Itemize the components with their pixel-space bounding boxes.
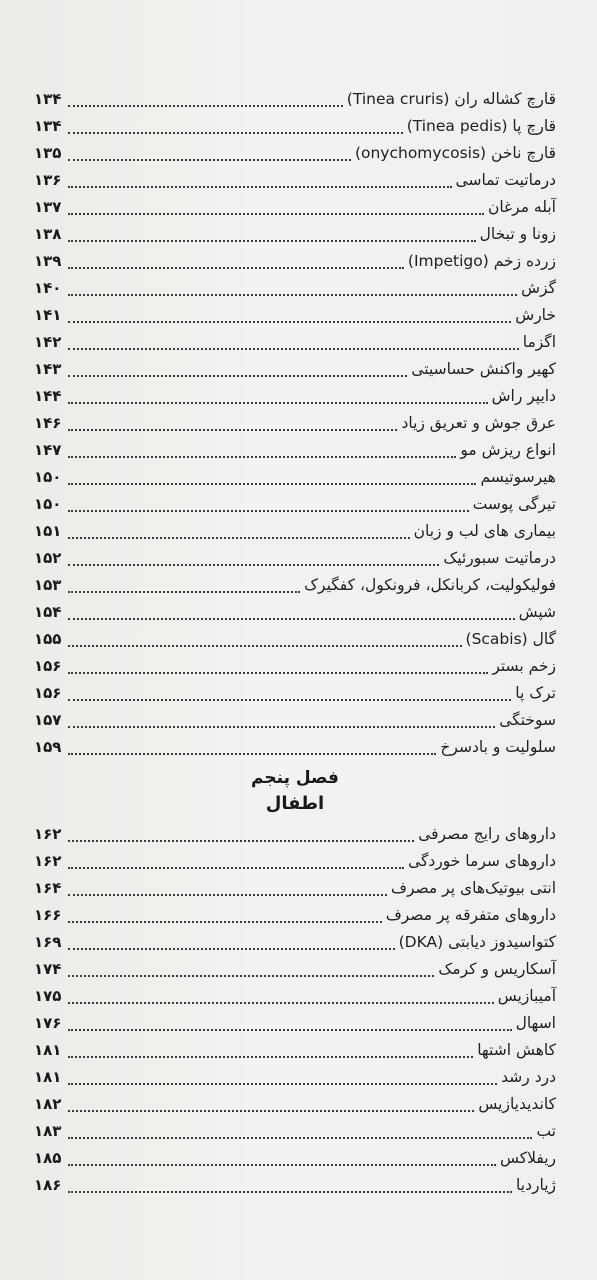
toc-entry-title: آسکاریس و کرمک bbox=[438, 960, 556, 978]
toc-entry bbox=[34, 902, 556, 929]
toc-entry-page: ۱۵۲ bbox=[34, 549, 62, 567]
toc-entry-page: ۱۵۴ bbox=[34, 603, 62, 621]
toc-entry-title: بیماری های لب و زبان bbox=[413, 522, 556, 540]
dot-leader bbox=[68, 1137, 532, 1139]
dot-leader bbox=[68, 429, 397, 431]
toc-entry bbox=[34, 1037, 556, 1064]
toc-entry-page: ۱۴۷ bbox=[34, 441, 62, 459]
toc-entry bbox=[34, 1145, 556, 1172]
toc-entry bbox=[34, 86, 556, 113]
toc-entry-page: ۱۳۴ bbox=[34, 117, 62, 135]
toc-entry bbox=[34, 329, 556, 356]
toc-entry bbox=[34, 599, 556, 626]
toc-entry-page: ۱۷۴ bbox=[34, 960, 62, 978]
toc-entry bbox=[34, 983, 556, 1010]
toc-entry-title: زخم بستر bbox=[492, 657, 556, 675]
toc-entry-page: ۱۴۰ bbox=[34, 279, 62, 297]
dot-leader bbox=[68, 1056, 473, 1058]
toc-entry bbox=[34, 956, 556, 983]
dot-leader bbox=[68, 699, 511, 701]
dot-leader bbox=[68, 894, 387, 896]
toc-entry-page: ۱۴۲ bbox=[34, 333, 62, 351]
dot-leader bbox=[68, 1002, 494, 1004]
toc-entry-page: ۱۳۹ bbox=[34, 252, 62, 270]
toc-entry-title: قارچ ناخن (onychomycosis) bbox=[354, 144, 556, 162]
toc-entry bbox=[34, 1172, 556, 1199]
dot-leader bbox=[68, 921, 382, 923]
dot-leader bbox=[68, 672, 488, 674]
toc-entry bbox=[34, 1064, 556, 1091]
toc-entry bbox=[34, 821, 556, 848]
toc-entry bbox=[34, 194, 556, 221]
dot-leader bbox=[68, 240, 476, 242]
toc-entry-title: شپش bbox=[518, 603, 556, 621]
dot-leader bbox=[68, 105, 343, 107]
toc-entry bbox=[34, 545, 556, 572]
dot-leader bbox=[68, 510, 469, 512]
toc-entry-page: ۱۵۰ bbox=[34, 495, 62, 513]
toc-entry-title: هیرسوتیسم bbox=[480, 468, 556, 486]
dot-leader bbox=[68, 645, 462, 647]
toc-entry-title: درماتیت تماسی bbox=[455, 171, 556, 189]
toc-entry bbox=[34, 167, 556, 194]
dot-leader bbox=[68, 321, 511, 323]
toc-entry bbox=[34, 653, 556, 680]
toc-entry-title: انتی بیوتیک‌های پر مصرف bbox=[390, 879, 556, 897]
dot-leader bbox=[68, 975, 434, 977]
toc-entry-page: ۱۵۷ bbox=[34, 711, 62, 729]
toc-entry-page: ۱۴۱ bbox=[34, 306, 62, 324]
toc-entry-title: فولیکولیت، کربانکل، فرونکول، کفگیرک bbox=[304, 576, 556, 594]
toc-entry-page: ۱۵۳ bbox=[34, 576, 62, 594]
dot-leader bbox=[68, 564, 439, 566]
toc-entry bbox=[34, 707, 556, 734]
toc-entry-title: اسهال bbox=[515, 1014, 556, 1032]
toc-entry-page: ۱۳۷ bbox=[34, 198, 62, 216]
toc-entry bbox=[34, 356, 556, 383]
dot-leader bbox=[68, 375, 407, 377]
dot-leader bbox=[68, 186, 452, 188]
dot-leader bbox=[68, 348, 519, 350]
toc-entry-page: ۱۶۹ bbox=[34, 933, 62, 951]
chapter-label: فصل پنجم bbox=[251, 768, 339, 788]
toc-entry-page: ۱۸۲ bbox=[34, 1095, 62, 1113]
toc-entry-title: قارچ پا (Tinea pedis) bbox=[406, 117, 556, 135]
dot-leader bbox=[68, 456, 456, 458]
toc-entry bbox=[34, 383, 556, 410]
toc-entry-page: ۱۳۸ bbox=[34, 225, 62, 243]
dot-leader bbox=[68, 867, 404, 869]
toc-entry-page: ۱۳۵ bbox=[34, 144, 62, 162]
toc-entry-title: خارش bbox=[515, 306, 556, 324]
toc-entry-title: آبله مرغان bbox=[487, 198, 556, 216]
toc-entry bbox=[34, 1010, 556, 1037]
toc-entry-page: ۱۸۱ bbox=[34, 1068, 62, 1086]
toc-entry-page: ۱۷۵ bbox=[34, 987, 62, 1005]
toc-entry-page: ۱۸۱ bbox=[34, 1041, 62, 1059]
toc-entry bbox=[34, 1118, 556, 1145]
toc-entry-title: ریفلاکس bbox=[499, 1149, 556, 1167]
dot-leader bbox=[68, 840, 414, 842]
toc-entry bbox=[34, 248, 556, 275]
toc-entry bbox=[34, 275, 556, 302]
toc-entry-page: ۱۵۹ bbox=[34, 738, 62, 756]
toc-entry-title: آمیبازیس bbox=[497, 987, 556, 1005]
toc-entry-page: ۱۵۶ bbox=[34, 684, 62, 702]
toc-entry-page: ۱۳۶ bbox=[34, 171, 62, 189]
toc-entry-title: درد رشد bbox=[501, 1068, 556, 1086]
chapter-title: اطفال bbox=[265, 793, 325, 814]
dot-leader bbox=[68, 294, 517, 296]
toc-entry bbox=[34, 734, 556, 761]
toc-entry-title: سوختگی bbox=[499, 711, 556, 729]
toc-entry bbox=[34, 875, 556, 902]
dot-leader bbox=[68, 591, 300, 593]
chapter-heading bbox=[34, 765, 556, 817]
toc-entry-title: کاندیدیازیس bbox=[478, 1095, 556, 1113]
toc-entry-title: داروهای رایج مصرفی bbox=[418, 825, 556, 843]
toc-entry-title: کتواسیدوز دیابتی (DKA) bbox=[398, 933, 556, 951]
dot-leader bbox=[68, 1110, 474, 1112]
toc-entry-page: ۱۸۳ bbox=[34, 1122, 62, 1140]
toc-entry bbox=[34, 410, 556, 437]
dot-leader bbox=[68, 1083, 497, 1085]
toc-entry-page: ۱۵۵ bbox=[34, 630, 62, 648]
toc-entry-title: کهیر واکنش حساسیتی bbox=[411, 360, 556, 378]
dot-leader bbox=[68, 948, 395, 950]
toc-entry-title: کاهش اشتها bbox=[477, 1041, 556, 1059]
toc-entry bbox=[34, 140, 556, 167]
toc-entry-page: ۱۴۳ bbox=[34, 360, 62, 378]
toc-entry-page: ۱۶۴ bbox=[34, 879, 62, 897]
toc-entry bbox=[34, 302, 556, 329]
dot-leader bbox=[68, 537, 410, 539]
toc-entry-title: انواع ریزش مو bbox=[460, 441, 556, 459]
dot-leader bbox=[68, 726, 495, 728]
dot-leader bbox=[68, 618, 515, 620]
toc-entry-title: زونا و تبخال bbox=[479, 225, 556, 243]
toc-entry-page: ۱۴۴ bbox=[34, 387, 62, 405]
toc-entry bbox=[34, 929, 556, 956]
toc-entry-title: ترک پا bbox=[515, 684, 556, 702]
dot-leader bbox=[68, 159, 351, 161]
toc-entry-page: ۱۴۶ bbox=[34, 414, 62, 432]
toc-entry bbox=[34, 1091, 556, 1118]
toc-entry bbox=[34, 626, 556, 653]
dot-leader bbox=[68, 402, 488, 404]
toc-entry-page: ۱۸۶ bbox=[34, 1176, 62, 1194]
toc-entry-title: سلولیت و بادسرخ bbox=[440, 738, 556, 756]
dot-leader bbox=[68, 1191, 512, 1193]
toc-entry-title: قارچ کشاله ران (Tinea cruris) bbox=[346, 90, 556, 108]
dot-leader bbox=[68, 267, 404, 269]
toc-entry bbox=[34, 518, 556, 545]
toc-section-a bbox=[34, 86, 556, 761]
toc-entry-title: داروهای متفرقه پر مصرف bbox=[385, 906, 556, 924]
dot-leader bbox=[68, 1029, 512, 1031]
toc-entry bbox=[34, 221, 556, 248]
toc-section-b bbox=[34, 821, 556, 1199]
toc-entry bbox=[34, 680, 556, 707]
toc-entry-page: ۱۶۶ bbox=[34, 906, 62, 924]
toc-entry-page: ۱۸۵ bbox=[34, 1149, 62, 1167]
table-of-contents bbox=[34, 86, 556, 1199]
toc-entry-title: گزش bbox=[521, 279, 556, 297]
toc-entry bbox=[34, 491, 556, 518]
toc-entry bbox=[34, 464, 556, 491]
toc-entry-page: ۱۵۶ bbox=[34, 657, 62, 675]
toc-entry-title: تیرگی پوست bbox=[472, 495, 556, 513]
toc-entry bbox=[34, 113, 556, 140]
toc-entry-title: عرق جوش و تعریق زیاد bbox=[401, 414, 556, 432]
dot-leader bbox=[68, 213, 484, 215]
dot-leader bbox=[68, 483, 476, 485]
toc-entry-title: تب bbox=[536, 1122, 556, 1140]
toc-entry bbox=[34, 572, 556, 599]
toc-entry-title: داروهای سرما خوردگی bbox=[408, 852, 556, 870]
toc-entry bbox=[34, 437, 556, 464]
toc-entry bbox=[34, 848, 556, 875]
dot-leader bbox=[68, 132, 403, 134]
toc-entry-page: ۱۷۶ bbox=[34, 1014, 62, 1032]
toc-entry-page: ۱۶۲ bbox=[34, 825, 62, 843]
toc-entry-page: ۱۶۲ bbox=[34, 852, 62, 870]
toc-entry-title: درماتیت سبورئیک bbox=[443, 549, 556, 567]
toc-entry-page: ۱۵۰ bbox=[34, 468, 62, 486]
toc-entry-title: ژیاردیا bbox=[516, 1176, 556, 1194]
toc-entry-title: دایپر راش bbox=[491, 387, 556, 405]
toc-entry-page: ۱۳۴ bbox=[34, 90, 62, 108]
dot-leader bbox=[68, 753, 436, 755]
toc-entry-title: اگزما bbox=[522, 333, 556, 351]
toc-entry-title: زرده زخم (Impetigo) bbox=[407, 252, 556, 270]
dot-leader bbox=[68, 1164, 496, 1166]
toc-entry-page: ۱۵۱ bbox=[34, 522, 62, 540]
toc-entry-title: گال (Scabis) bbox=[465, 630, 556, 648]
